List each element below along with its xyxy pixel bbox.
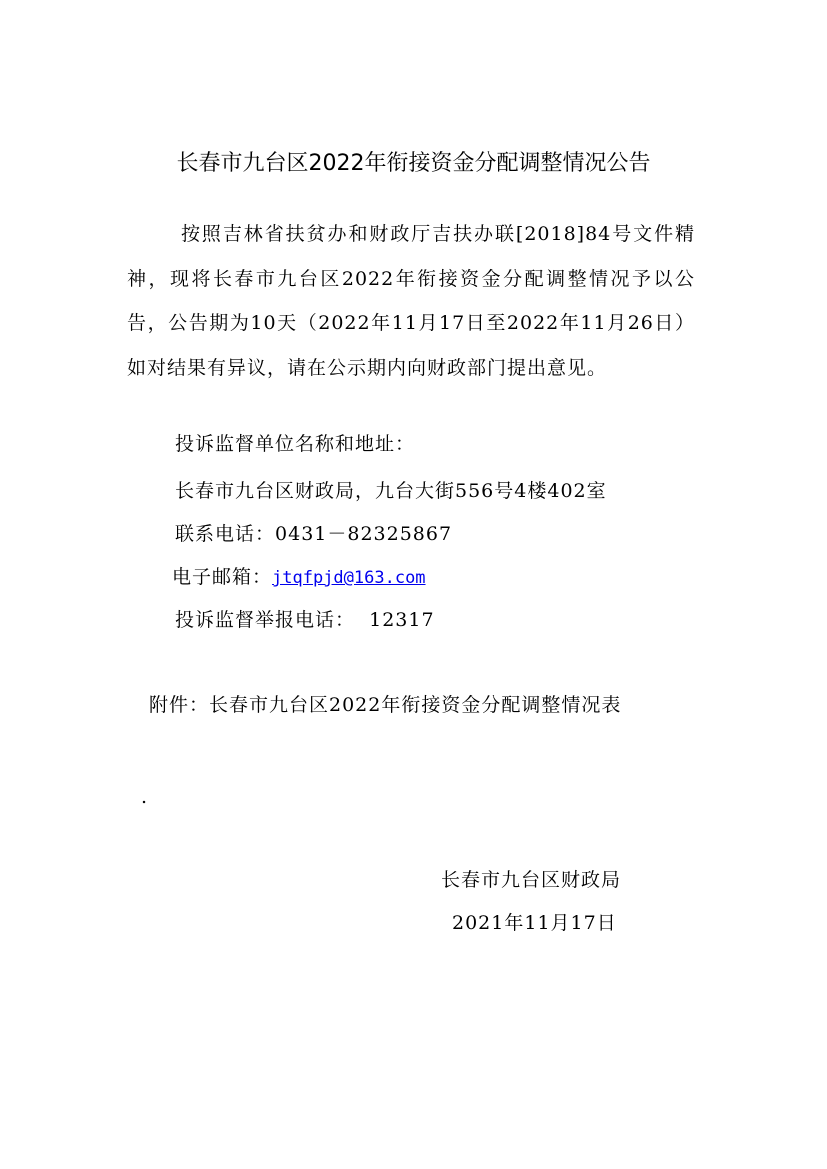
issuer-name: 长春市九台区财政局 [441, 869, 622, 891]
complaint-unit-label: 投诉监督单位名称和地址： [175, 433, 416, 455]
stray-mark: . [141, 786, 149, 808]
attachment-line: 附件：长春市九台区2022年衔接资金分配调整情况表 [149, 694, 622, 716]
report-phone-number: 12317 [369, 609, 435, 631]
email-link[interactable]: jtqfpjd@163.com [272, 568, 426, 588]
email-line [172, 562, 426, 593]
contact-phone-line [175, 519, 452, 549]
issue-date: 2021年11月17日 [452, 912, 617, 934]
announcement-paragraph: 按照吉林省扶贫办和财政厅吉扶办联[2018]84号文件精神，现将长春市九台区2022年衔接资金分配调整情况予以公告，公告期为10天（2022年11月17日至2022年11月26日）如对结果有异议，请在公示期内向财政部门提出意见。 [127, 223, 695, 379]
contact-phone-label: 联系电话： [175, 523, 276, 545]
document-title: 长春市九台区2022年衔接资金分配调整情况公告 [176, 151, 651, 176]
complaint-address: 长春市九台区财政局，九台大街556号4楼402室 [175, 480, 607, 502]
report-phone-label: 投诉监督举报电话： [175, 609, 356, 631]
email-label: 电子邮箱： [172, 566, 273, 588]
report-phone-line [175, 605, 435, 635]
contact-phone-number: 0431－82325867 [275, 523, 453, 545]
